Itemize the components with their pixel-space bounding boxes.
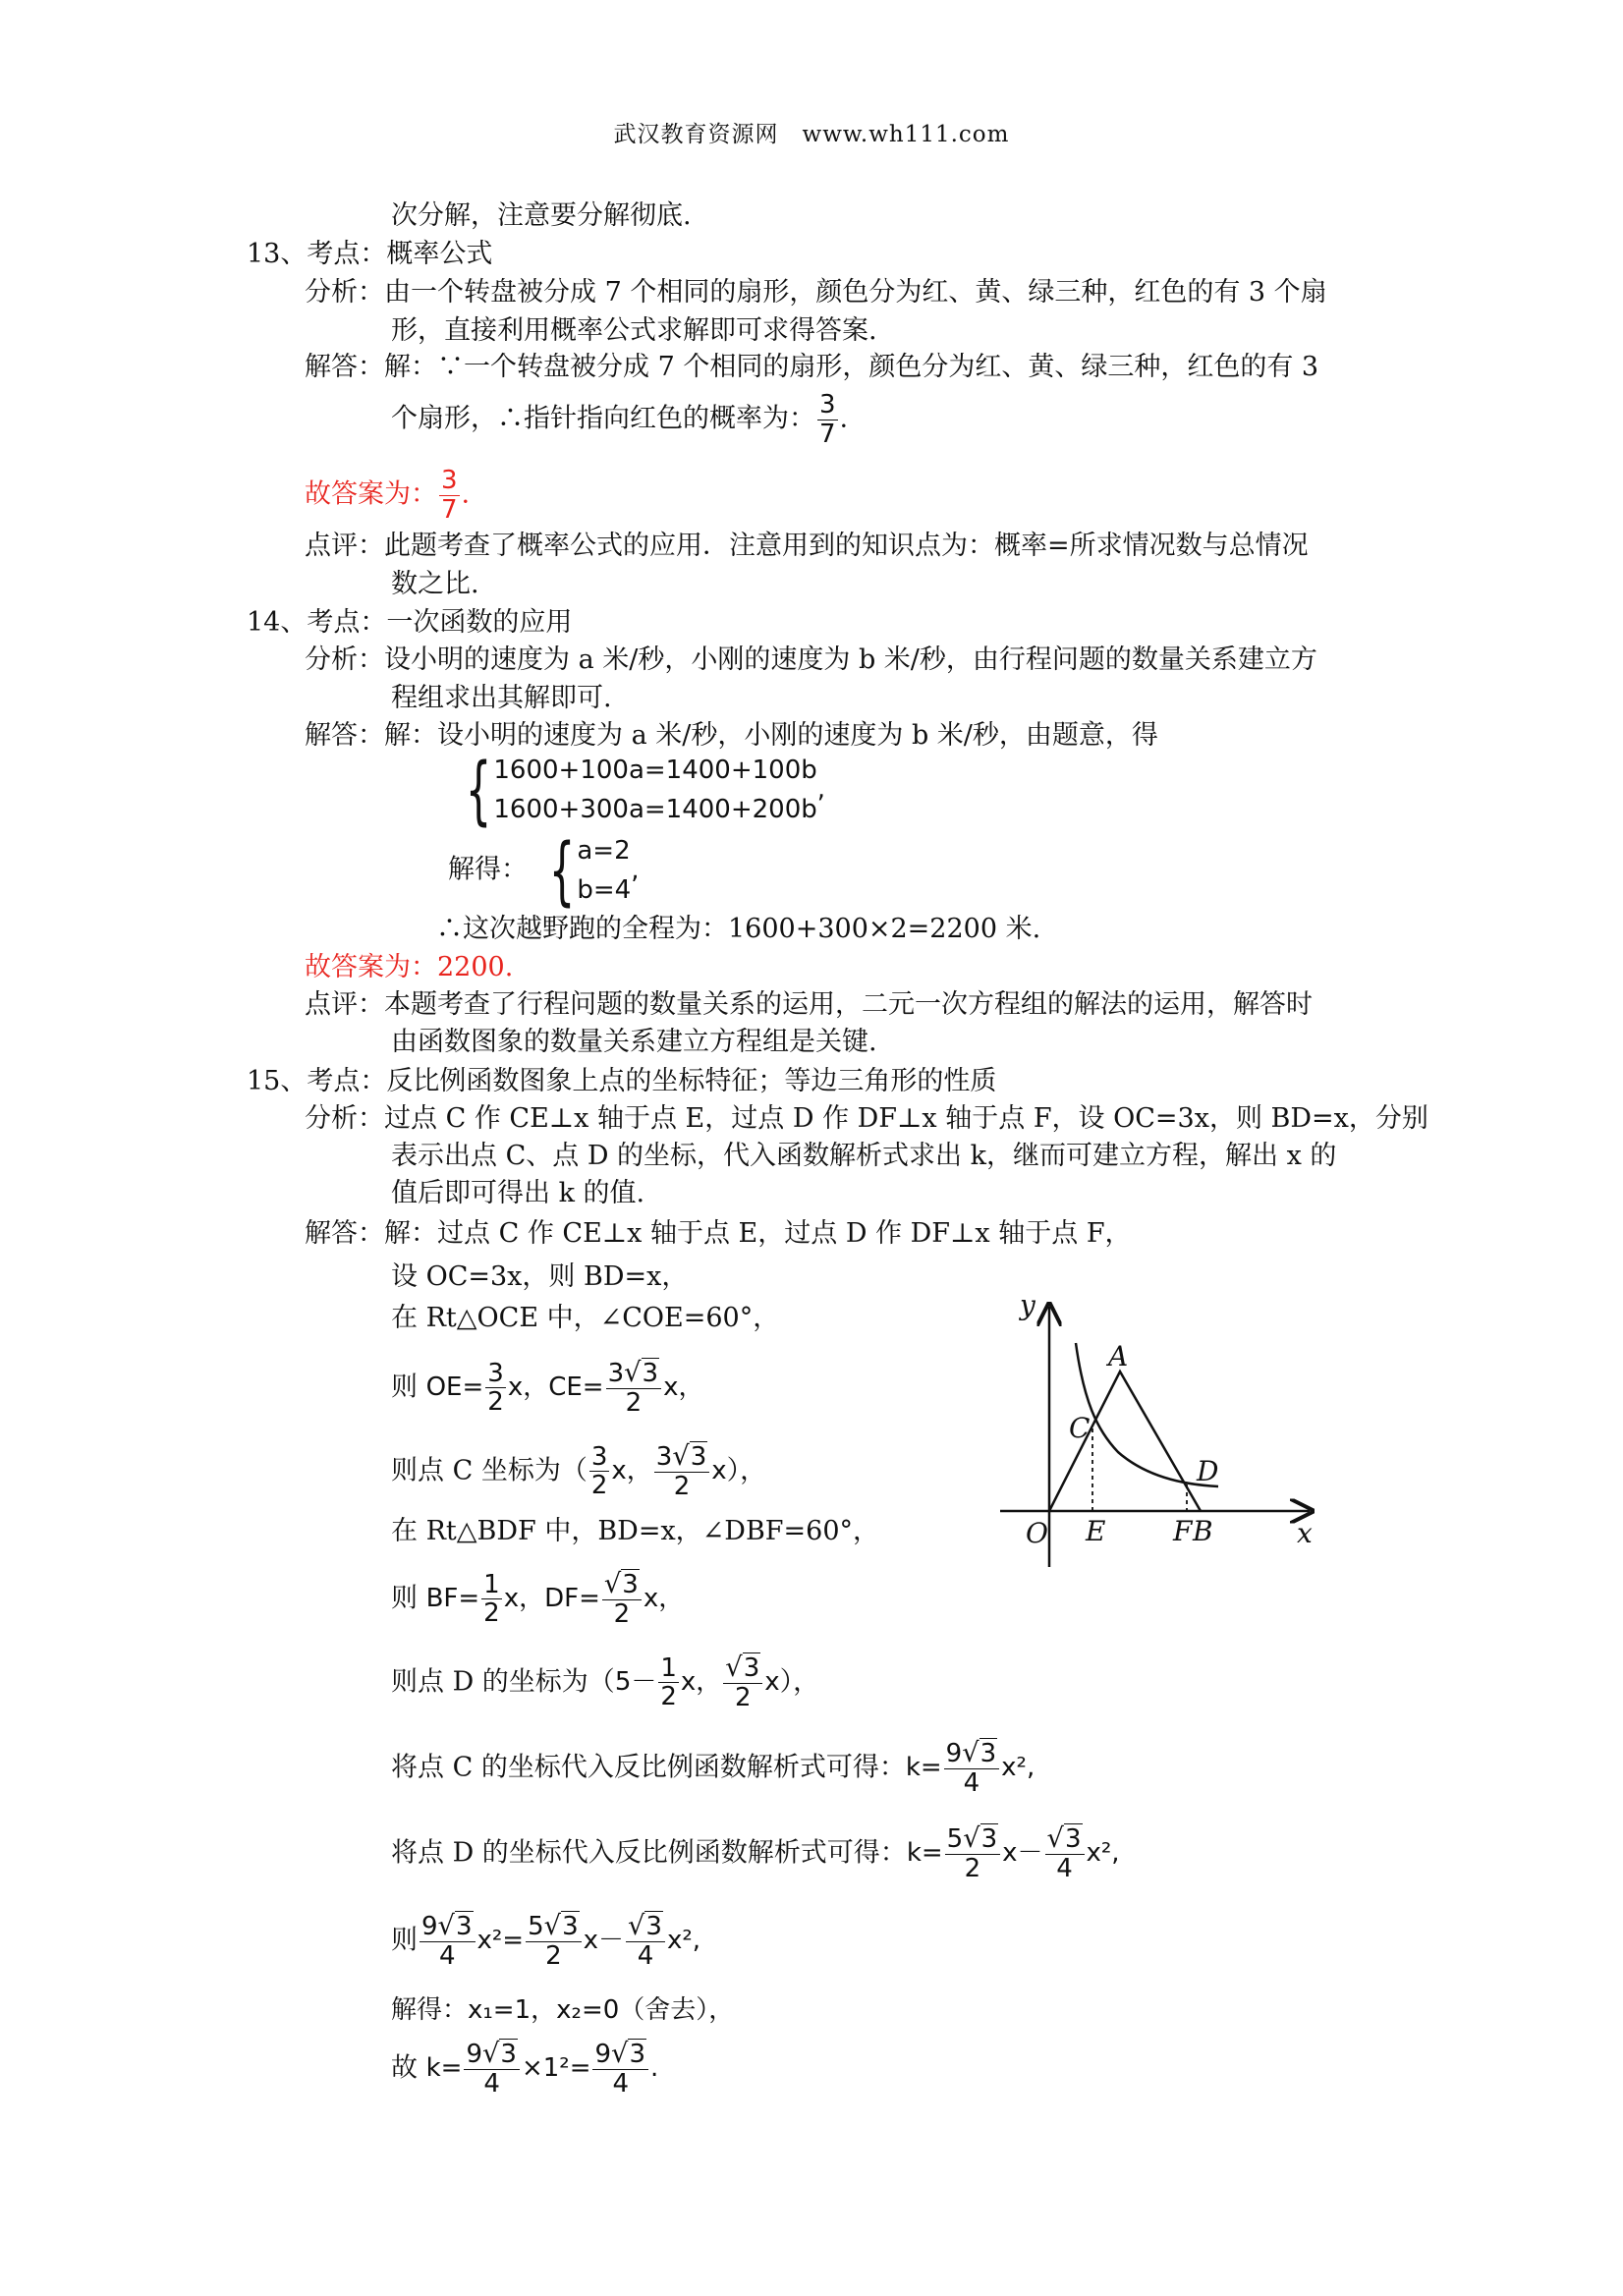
q13-comment-line: 点评：此题考查了概率公式的应用．注意用到的知识点为：概率=所求情况数与总情况 (305, 531, 1309, 561)
q14-comment-line: 由函数图象的数量关系建立方程组是关键. (391, 1027, 877, 1057)
q14-analysis-line: 程组求出其解即可. (391, 683, 612, 713)
q14-solution-line: 解答：解：设小明的速度为 a 米/秒，小刚的速度为 b 米/秒，由题意，得 (305, 720, 1158, 751)
math-line-oe-ce: 则 OE= $\frac{3}{2}$ x，CE= $\frac{3√3}{2}$ x， (391, 1358, 704, 1419)
q15-analysis-line: 分析：过点 C 作 CE⊥x 轴于点 E，过点 D 作 DF⊥x 轴于点 F，设 OC=3x，则 BD=x，分别 (305, 1103, 1428, 1134)
label-e: E (1086, 1515, 1106, 1547)
q15-solve-line: 解得：x₁=1，x₂=0（舍去）， (391, 1995, 735, 2025)
q13-analysis-line: 形，直接利用概率公式求解即可求得答案. (391, 315, 877, 346)
label-d: D (1197, 1455, 1219, 1487)
q13-comment-line: 数之比. (391, 569, 479, 599)
fraction: $\frac{3}{7}$ (819, 390, 836, 449)
q13-solution-line: 个扇形，∴指针指向红色的概率为： $\frac{3}{7}$ . (391, 390, 849, 449)
math-line-bf-df: 则 BF= $\frac{1}{2}$ x，DF= $\frac{√3}{2}$ x， (391, 1569, 685, 1630)
q15-solution-line: 在 Rt△BDF 中，BD=x，∠DBF=60°， (391, 1516, 879, 1546)
label-b: B (1193, 1515, 1213, 1547)
label-o: O (1026, 1517, 1048, 1549)
math-line-equation: 则 $\frac{9√3}{4}$ x²= $\frac{5√3}{2}$ x－ $\frac{√3}{4}$ x², (391, 1911, 701, 1972)
q14-analysis-line: 分析：设小明的速度为 a 米/秒，小刚的速度为 b 米/秒，由行程问题的数量关系建立方 (305, 644, 1317, 675)
q14-total: ∴这次越野跑的全程为：1600+300×2=2200 米. (436, 914, 1041, 944)
geometry-figure (990, 1292, 1324, 1577)
text-line: 次分解，注意要分解彻底. (391, 200, 692, 231)
q14-answer: 故答案为：2200. (305, 952, 514, 982)
math-line-k-from-d: 将点 D 的坐标代入反比例函数解析式可得：k= $\frac{5√3}{2}$ x－ $\frac{√3}{4}$ x², (391, 1823, 1120, 1884)
q15-solution-line: 在 Rt△OCE 中，∠COE=60°， (391, 1303, 780, 1333)
q14-keypoint: 14、考点：一次函数的应用 (247, 607, 573, 638)
q13-analysis-line: 分析：由一个转盘被分成 7 个相同的扇形，颜色分为红、黄、绿三种，红色的有 3 个扇 (305, 277, 1327, 308)
q15-solution-line: 解答：解：过点 C 作 CE⊥x 轴于点 E，过点 D 作 DF⊥x 轴于点 F， (305, 1218, 1132, 1249)
equation: 1600+300a=1400+200b (493, 795, 817, 824)
math-line-point-d: 则点 D 的坐标为（5－ $\frac{1}{2}$ x， $\frac{√3}{2}$ x）， (391, 1652, 820, 1713)
q15-analysis-line: 值后即可得出 k 的值. (391, 1178, 645, 1208)
label-f: F (1173, 1515, 1193, 1547)
math-line-k-from-c: 将点 C 的坐标代入反比例函数解析式可得：k= $\frac{9√3}{4}$ x², (391, 1738, 1035, 1799)
q13-solution-line: 解答：解：∵一个转盘被分成 7 个相同的扇形，颜色分为红、黄、绿三种，红色的有 3 (305, 352, 1319, 382)
q14-comment-line: 点评：本题考查了行程问题的数量关系的运用，二元一次方程组的解法的运用，解答时 (305, 989, 1313, 1020)
math-line-final-k: 故 k= $\frac{9√3}{4}$ ×1²= $\frac{9√3}{4}$ . (391, 2039, 659, 2100)
page-header: 武汉教育资源网 www.wh111.com (613, 122, 1010, 147)
label-a: A (1108, 1340, 1129, 1372)
label-c: C (1069, 1412, 1091, 1444)
q13-answer: 故答案为： $\frac{3}{7}$ . (305, 466, 471, 525)
label-x: x (1297, 1517, 1313, 1549)
q15-analysis-line: 表示出点 C、点 D 的坐标，代入函数解析式求出 k，继而可建立方程，解出 x 的 (391, 1141, 1337, 1171)
fraction: $\frac{3}{7}$ (441, 466, 458, 525)
label-y: y (1020, 1292, 1035, 1321)
q15-keypoint: 15、考点：反比例函数图象上点的坐标特征；等边三角形的性质 (247, 1066, 997, 1096)
equation-system: {1600+100a=1400+100b 1600+300a=1400+200b, (465, 746, 826, 833)
q15-solution-line: 设 OC=3x，则 BD=x， (391, 1261, 689, 1292)
math-line-point-c: 则点 C 坐标为（ $\frac{3}{2}$ x， $\frac{3√3}{2}$ x）， (391, 1441, 767, 1502)
q14-solution-result: 解得： {a=2 b=4, (448, 826, 640, 914)
q13-keypoint: 13、考点：概率公式 (247, 239, 493, 269)
equation: 1600+100a=1400+100b (493, 756, 817, 785)
